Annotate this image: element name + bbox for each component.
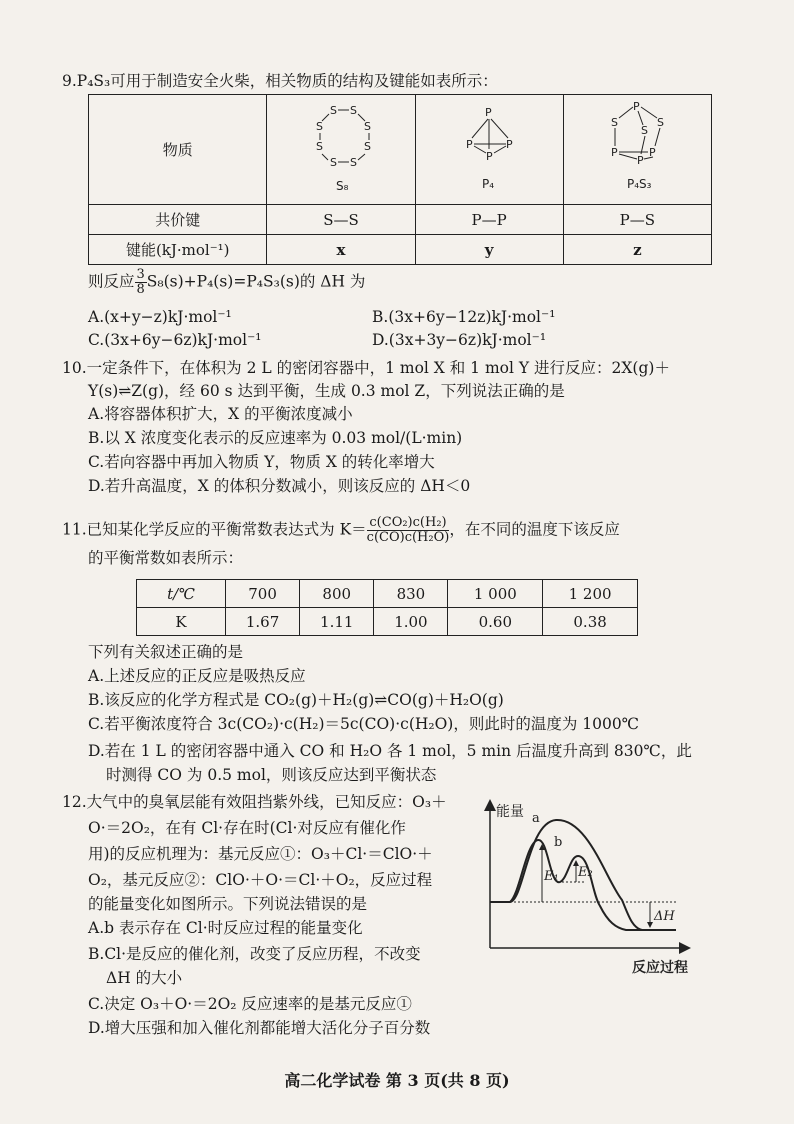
q12-line: 用)的反应机理为：基元反应①：O₃＋Cl·＝ClO·＋ [88, 845, 433, 863]
q12-option-c[interactable]: C.决定 O₃＋O·＝2O₂ 反应速率的是基元反应① [88, 995, 412, 1013]
q10-option-d[interactable]: D.若升高温度，X 的体积分数减小，则该反应的 ΔH＜0 [88, 477, 471, 495]
temp-cell: 800 [300, 580, 374, 608]
k-cell: 1.00 [374, 608, 448, 636]
svg-text:P: P [637, 153, 644, 167]
q11-table [136, 579, 638, 636]
svg-text:S: S [657, 115, 665, 129]
k-cell: 1.67 [226, 608, 300, 636]
q11-line1-post: ，在不同的温度下该反应 [449, 520, 620, 539]
svg-text:S: S [611, 115, 619, 129]
q9-option-c[interactable]: C.(3x+6y−6z)kJ·mol⁻¹ [88, 331, 262, 349]
bond-p4: P—P [415, 205, 563, 235]
s8-structure [267, 95, 415, 205]
q11-option-c[interactable]: C.若平衡浓度符合 3c(CO₂)·c(H₂)＝5c(CO)·c(H₂O)，则此时的温度为 1000℃ [88, 715, 640, 733]
svg-text:S: S [350, 155, 357, 169]
svg-text:S: S [330, 155, 337, 169]
q12-option-b-line1[interactable]: B.Cl·是反应的催化剂，改变了反应历程，不改变 [88, 945, 421, 963]
temp-cell: 1 000 [448, 580, 543, 608]
q11-header-t: t/℃ [137, 580, 226, 608]
svg-text:S: S [641, 123, 649, 137]
q12-line: 的能量变化如图所示。下列说法错误的是 [88, 895, 368, 913]
energy-p4: y [415, 235, 563, 265]
q12-option-a[interactable]: A.b 表示存在 Cl·时反应过程的能量变化 [88, 919, 363, 937]
s8-ring-icon [286, 98, 396, 198]
svg-text:S: S [364, 139, 371, 153]
energy-s8: x [267, 235, 415, 265]
q12-option-b-line2: ΔH 的大小 [106, 969, 183, 987]
p4s3-label: P₄S₃ [627, 176, 652, 191]
p4-tetrahedron-icon [434, 98, 544, 198]
y-axis-label: 能量 [496, 804, 524, 820]
svg-text:S: S [316, 119, 323, 133]
k-cell: 0.38 [543, 608, 638, 636]
bond-s8: S—S [267, 205, 415, 235]
svg-text:S: S [330, 103, 337, 117]
k-cell: 0.60 [448, 608, 543, 636]
svg-text:P: P [611, 145, 618, 159]
q11-option-d-line2: 时测得 CO 为 0.5 mol，则该反应达到平衡状态 [106, 766, 437, 784]
p4s3-cage-icon [577, 98, 697, 198]
p4-label: P₄ [482, 176, 495, 191]
q9-fraction [135, 268, 147, 297]
q9-option-b[interactable]: B.(3x+6y−12z)kJ·mol⁻¹ [372, 308, 556, 326]
svg-text:S: S [350, 103, 357, 117]
s8-label: S₈ [336, 178, 349, 193]
q11-prompt: 下列有关叙述正确的是 [88, 643, 244, 661]
p4-structure [415, 95, 563, 205]
q12-line: 12.大气中的臭氧层能有效阻挡紫外线，已知反应：O₃＋ [62, 793, 447, 811]
p4s3-structure [563, 95, 711, 205]
temp-cell: 1 200 [543, 580, 638, 608]
svg-text:P: P [486, 149, 493, 163]
q9-table [88, 94, 712, 265]
q12-line: O·＝2O₂，在有 Cl·存在时(Cl·对反应有催化作 [88, 819, 406, 837]
q9-row-substance-label: 物质 [89, 95, 267, 205]
q11-line1-pre: 11.已知某化学反应的平衡常数表达式为 K＝ [62, 520, 367, 539]
q9-question-post: S₈(s)+P₄(s)=P₄S₃(s)的 ΔH 为 [146, 272, 366, 291]
q9-row-bond-label: 共价键 [89, 205, 267, 235]
svg-text:P: P [649, 145, 656, 159]
curve-b-label: b [554, 835, 563, 850]
page-footer: 高二化学试卷 第 3 页(共 8 页) [284, 1071, 510, 1090]
q11-option-b[interactable]: B.该反应的化学方程式是 CO₂(g)＋H₂(g)⇌CO(g)＋H₂O(g) [88, 691, 504, 709]
q9-row-energy-label: 键能(kJ·mol⁻¹) [89, 235, 267, 265]
q10-line2: Y(s)⇌Z(g)，经 60 s 达到平衡，生成 0.3 mol Z，下列说法正确的是 [88, 382, 565, 400]
q11-frac-den: c(CO)c(H₂O) [366, 530, 450, 545]
svg-text:P: P [466, 137, 473, 151]
x-axis-label: 反应过程 [632, 960, 688, 976]
svg-text:P: P [506, 137, 513, 151]
energy-p4s3: z [563, 235, 711, 265]
bond-p4s3: P—S [563, 205, 711, 235]
temp-cell: 830 [374, 580, 448, 608]
q9-stem: 9.P₄S₃可用于制造安全火柴，相关物质的结构及键能如表所示： [62, 72, 498, 90]
q9-question [88, 268, 365, 297]
q12-option-d[interactable]: D.增大压强和加入催化剂都能增大活化分子百分数 [88, 1019, 431, 1037]
svg-text:S: S [364, 119, 371, 133]
dh-label: ΔH [654, 909, 675, 924]
q11-header-k: K [137, 608, 226, 636]
svg-text:P: P [633, 99, 640, 113]
q10-option-b[interactable]: B.以 X 浓度变化表示的反应速率为 0.03 mol/(L·min) [88, 429, 463, 447]
q12-line: O₂，基元反应②：ClO·＋O·＝Cl·＋O₂，反应过程 [88, 871, 433, 889]
q10-option-c[interactable]: C.若向容器中再加入物质 Y，物质 X 的转化率增大 [88, 453, 435, 471]
q10-line1: 10.一定条件下，在体积为 2 L 的密闭容器中，1 mol X 和 1 mol Y 进行反应：2X(g)＋ [62, 359, 670, 377]
q9-option-a[interactable]: A.(x+y−z)kJ·mol⁻¹ [88, 308, 232, 326]
q11-option-a[interactable]: A.上述反应的正反应是吸热反应 [88, 667, 306, 685]
curve-a-label: a [532, 811, 540, 826]
q11-option-d-line1[interactable]: D.若在 1 L 的密闭容器中通入 CO 和 H₂O 各 1 mol，5 min 后温度升高到 830℃，此 [88, 742, 692, 760]
svg-text:P: P [485, 105, 492, 119]
q9-option-d[interactable]: D.(3x+3y−6z)kJ·mol⁻¹ [372, 331, 547, 349]
energy-diagram [476, 790, 698, 980]
temp-cell: 700 [226, 580, 300, 608]
svg-text:S: S [316, 139, 323, 153]
e1-label: E₁ [544, 869, 559, 884]
q11-line2: 的平衡常数如表所示： [88, 549, 244, 567]
q9-question-pre: 则反应 [88, 272, 135, 291]
e2-label: E₂ [578, 865, 593, 880]
q11-line1 [62, 516, 620, 545]
q9-frac-den: 8 [136, 282, 145, 297]
q11-k-fraction [367, 516, 450, 545]
k-cell: 1.11 [300, 608, 374, 636]
q9-frac-num: 3 [136, 267, 145, 282]
q11-frac-num: c(CO₂)c(H₂) [367, 516, 450, 531]
q10-option-a[interactable]: A.将容器体积扩大，X 的平衡浓度减小 [88, 405, 353, 423]
